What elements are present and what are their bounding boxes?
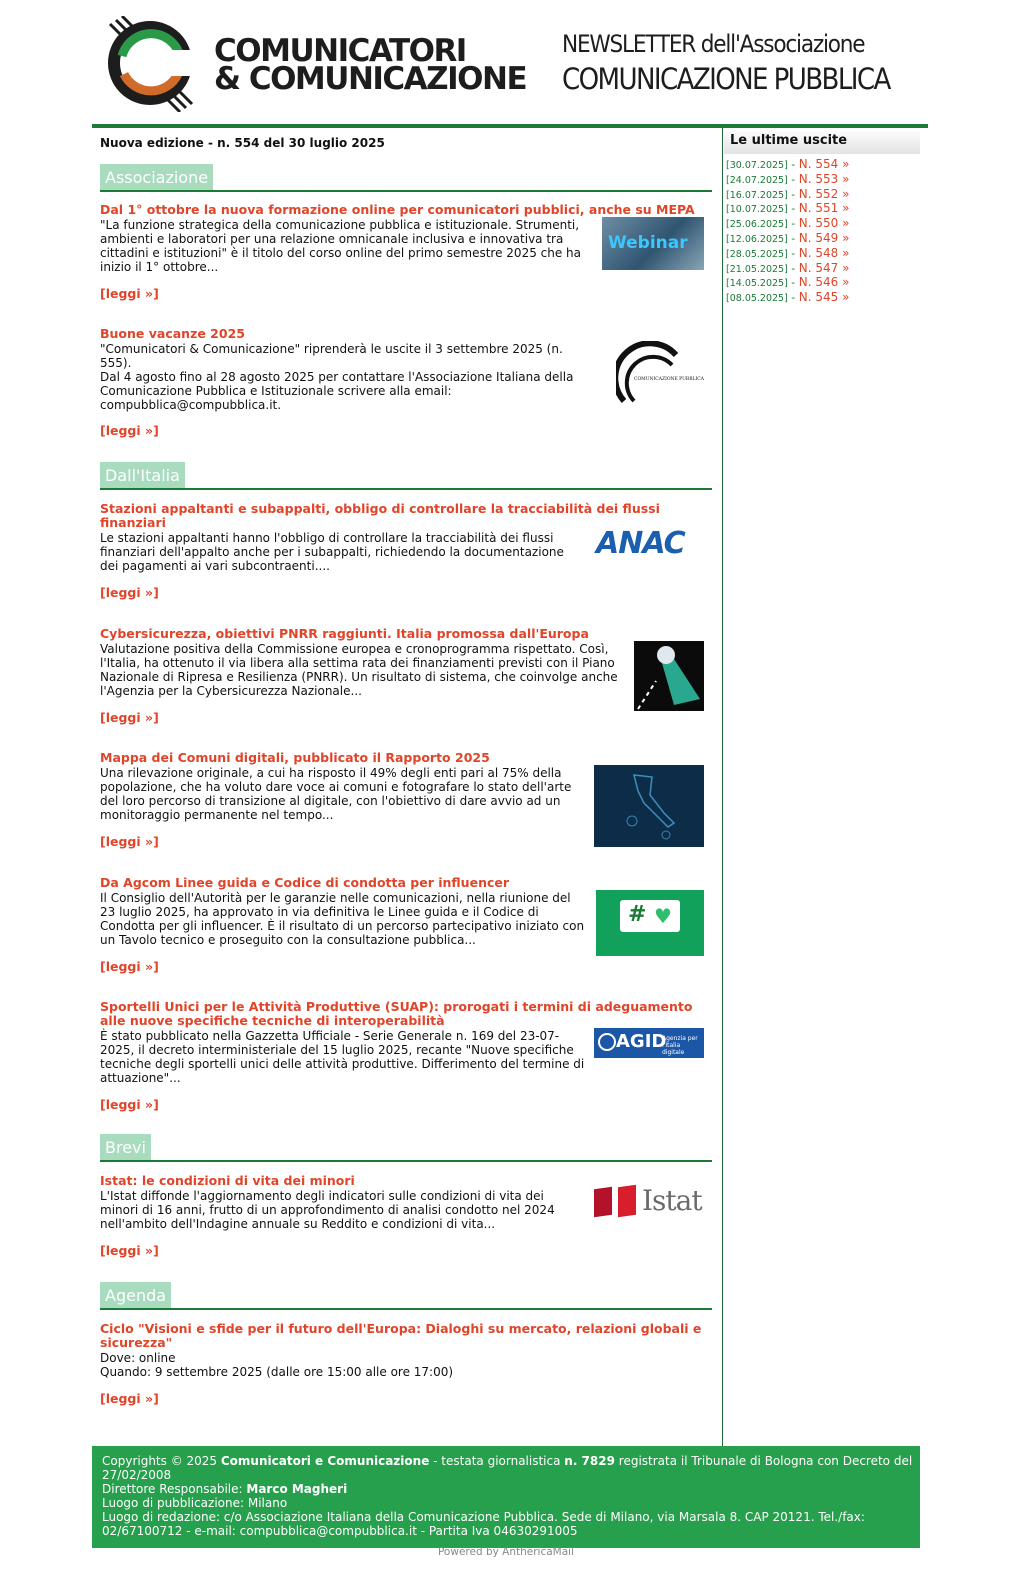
issue-item[interactable] bbox=[726, 158, 920, 173]
compubblica-logo-icon bbox=[616, 341, 704, 407]
director-label: Direttore Responsabile: bbox=[102, 1482, 247, 1496]
footer-copyright bbox=[102, 1454, 920, 1482]
footer-publication-place: Luogo di pubblicazione: Milano bbox=[102, 1496, 288, 1510]
main-column bbox=[92, 128, 723, 1446]
issue-date: [14.05.2025] bbox=[726, 278, 788, 290]
thumbnail-caption: Webinar bbox=[608, 233, 688, 253]
read-more-link[interactable]: [leggi »] bbox=[100, 834, 159, 849]
article-title[interactable]: Sportelli Unici per le Attività Produttive (SUAP): prorogati i termini di adeguamento alle nuove specifiche tecniche di interoperabilità bbox=[100, 999, 693, 1028]
issue-date: [10.07.2025] bbox=[726, 204, 788, 216]
footer-director bbox=[102, 1482, 920, 1496]
brand-name-line2: & COMUNICAZIONE bbox=[214, 61, 527, 97]
issue-item[interactable] bbox=[726, 247, 920, 262]
issue-date: [21.05.2025] bbox=[726, 263, 788, 275]
issue-date: [24.07.2025] bbox=[726, 174, 788, 186]
issue-link[interactable]: N. 548 » bbox=[798, 245, 850, 260]
read-more-link[interactable]: [leggi »] bbox=[100, 286, 159, 301]
issue-date: [16.07.2025] bbox=[726, 189, 788, 201]
istat-mark-right bbox=[618, 1185, 636, 1218]
article-formazione bbox=[100, 203, 712, 303]
article-title[interactable]: Istat: le condizioni di vita dei minori bbox=[100, 1173, 355, 1188]
article-comuni-digitali bbox=[100, 751, 712, 851]
article-thumbnail[interactable] bbox=[596, 526, 704, 560]
section-title: Brevi bbox=[100, 1134, 151, 1162]
director-name: Marco Magheri bbox=[246, 1482, 348, 1496]
article-body: L'Istat diffonde l'aggiornamento degli indicatori sulle condizioni di vita dei minori di 16 anni, frutto di un approfondimento di analisi condotto nel 2024 nell'ambito dell'Indagine annuale su Reddito e condizioni di vita... bbox=[100, 1189, 555, 1231]
article-body: Dove: online Quando: 9 settembre 2025 (dalle ore 15:00 alle ore 17:00) bbox=[100, 1351, 454, 1379]
article-title[interactable]: Mappa dei Comuni digitali, pubblicato il Rapporto 2025 bbox=[100, 750, 490, 765]
thumbnail-caption: COMUNICAZIONE PUBBLICA bbox=[634, 377, 705, 382]
article-thumbnail[interactable] bbox=[616, 341, 704, 407]
read-more-link[interactable]: [leggi »] bbox=[100, 585, 159, 600]
issue-separator: - bbox=[787, 217, 799, 231]
heart-icon: ♥ bbox=[654, 904, 672, 928]
copyright-middle: - testata giornalistica bbox=[429, 1454, 565, 1468]
sidebar-title: Le ultime uscite bbox=[724, 128, 920, 154]
issue-separator: - bbox=[787, 172, 799, 186]
article-stazioni-appaltanti bbox=[100, 502, 712, 602]
article-thumbnail[interactable] bbox=[594, 765, 704, 847]
issue-separator: - bbox=[787, 231, 799, 245]
publication-name: Comunicatori e Comunicazione bbox=[220, 1454, 430, 1468]
article-title[interactable]: Stazioni appaltanti e subappalti, obbligo di controllare la tracciabilità dei flussi finanziari bbox=[100, 501, 660, 530]
article-body: "Comunicatori & Comunicazione" riprenderà le uscite il 3 settembre 2025 (n. 555). Dal 4 agosto fino al 28 agosto 2025 per contattare l'Associazione Italiana della Comunicazione Pubblica e Istituzionale scrivere alla email: compubblica@compubblica.it. bbox=[100, 342, 574, 412]
issue-list bbox=[724, 158, 920, 306]
article-suap bbox=[100, 999, 712, 1112]
read-more-link[interactable]: [leggi »] bbox=[100, 1391, 159, 1406]
article-title[interactable]: Da Agcom Linee guida e Codice di condotta per influencer bbox=[100, 875, 510, 890]
agid-seal-icon bbox=[598, 1033, 616, 1051]
istat-logo-text: Istat bbox=[642, 1184, 702, 1217]
section-header-agenda bbox=[100, 1282, 712, 1310]
newsletter-header bbox=[92, 0, 1020, 124]
agid-logo-text: AGID bbox=[616, 1031, 667, 1052]
section-divider bbox=[100, 1308, 712, 1310]
article-thumbnail[interactable] bbox=[602, 217, 704, 270]
read-more-link[interactable]: [leggi »] bbox=[100, 423, 159, 438]
issue-date: [30.07.2025] bbox=[726, 160, 788, 171]
issue-link[interactable]: N. 550 » bbox=[798, 216, 850, 231]
issue-date: [25.06.2025] bbox=[726, 219, 788, 231]
issue-link[interactable]: N. 546 » bbox=[798, 275, 850, 290]
read-more-link[interactable]: [leggi »] bbox=[100, 1243, 159, 1258]
issue-separator: - bbox=[787, 187, 799, 201]
section-title: Associazione bbox=[100, 164, 213, 192]
read-more-link[interactable]: [leggi »] bbox=[100, 959, 159, 974]
powered-by[interactable]: Powered by AnthericaMail bbox=[437, 1546, 575, 1558]
anac-logo-text: ANAC bbox=[596, 526, 685, 561]
article-agcom-influencer bbox=[100, 876, 712, 976]
issue-link[interactable]: N. 547 » bbox=[798, 260, 850, 275]
article-body: Una rilevazione originale, a cui ha risposto il 49% degli enti pari al 75% della popolazione, che ha voluto dare voce ai comuni e fotografare lo stato dell'arte del loro percorso di transizione al digitale, con l'obiettivo di dare avvio ad un monitoraggio permanente nel tempo... bbox=[100, 766, 572, 822]
brand-name-line1: COMUNICATORI bbox=[214, 33, 466, 69]
article-thumbnail[interactable] bbox=[594, 1028, 704, 1058]
issue-item[interactable] bbox=[726, 232, 920, 247]
article-title[interactable]: Ciclo "Visioni e sfide per il futuro dell'Europa: Dialoghi su mercato, relazioni globali e sicurezza" bbox=[100, 1321, 702, 1350]
issue-separator: - bbox=[787, 202, 799, 216]
issue-link[interactable]: N. 552 » bbox=[798, 186, 850, 201]
issue-link[interactable]: N. 549 » bbox=[798, 230, 850, 245]
section-header-italia bbox=[100, 462, 712, 490]
issue-item[interactable] bbox=[726, 276, 920, 291]
issue-link[interactable]: N. 553 » bbox=[798, 171, 850, 186]
registration-number: n. 7829 bbox=[564, 1454, 615, 1468]
association-name: COMUNICAZIONE PUBBLICA bbox=[562, 62, 890, 96]
article-agenda-europa bbox=[100, 1322, 712, 1422]
association-logo-icon bbox=[106, 16, 198, 112]
hashtag-icon: # bbox=[628, 902, 647, 927]
edition-title: Nuova edizione - n. 554 del 30 luglio 2025 bbox=[100, 136, 385, 150]
article-body: Le stazioni appaltanti hanno l'obbligo di controllare la tracciabilità dei flussi finanziari dell'appalto anche per i subappalti, richiedendo la documentazione dei pagamenti ai vari subcontraenti.... bbox=[100, 531, 564, 573]
copyright-suffix: registrata il Tribunale di Bologna con Decreto del 27/02/2008 bbox=[102, 1454, 913, 1482]
section-header-brevi bbox=[100, 1134, 712, 1162]
issue-link[interactable]: N. 554 » bbox=[798, 157, 850, 171]
article-cybersicurezza bbox=[100, 627, 712, 727]
issue-date: [28.05.2025] bbox=[726, 248, 788, 260]
read-more-link[interactable]: [leggi »] bbox=[100, 710, 159, 725]
section-divider bbox=[100, 1160, 712, 1162]
footer-office: Luogo di redazione: c/o Associazione Italiana della Comunicazione Pubblica. Sede di Milano, via Marsala 8. CAP 20121. Tel./fax: 02/67100712 - e-mail: compubblica@compubblica.it - Partita Iva 04630291005 bbox=[102, 1510, 865, 1538]
issue-date: [08.05.2025] bbox=[726, 293, 788, 305]
issue-date: [12.06.2025] bbox=[726, 233, 788, 245]
read-more-link[interactable]: [leggi »] bbox=[100, 1097, 159, 1112]
copyright-prefix: Copyrights © 2025 bbox=[102, 1454, 221, 1468]
article-body: Il Consiglio dell'Autorità per le garanzie nelle comunicazioni, nella riunione del 23 luglio 2025, ha approvato in via definitiva le Linee guida e il Codice di Condotta per gli influencer. È il risultato di un percorso partecipativo iniziato con un Tavolo tecnico e proseguito con la consultazione pubblica... bbox=[100, 891, 585, 947]
issue-item[interactable] bbox=[726, 262, 920, 277]
article-thumbnail[interactable] bbox=[596, 890, 704, 956]
issue-item[interactable] bbox=[726, 188, 920, 203]
article-title[interactable]: Buone vacanze 2025 bbox=[100, 326, 245, 341]
article-body: È stato pubblicato nella Gazzetta Ufficiale - Serie Generale n. 169 del 23-07-2025, il decreto interministeriale del 15 luglio 2025, recante "Nuove specifiche tecniche degli sportelli unici delle attività produttive. Differimento del termine di attuazione"... bbox=[100, 1029, 585, 1085]
newsletter-page bbox=[92, 0, 1020, 1588]
article-body: Valutazione positiva della Commissione europea e cronoprogramma rispettato. Così, l'Italia, ha ottenuto il via libera alla settima rata dei finanziamenti previsti con il Piano Nazionale di Ripresa e Resilienza (PNRR). Un risultato di sistema, che coinvolge anche l'Agenzia per la Cybersicurezza Nazionale... bbox=[100, 642, 618, 698]
issue-link[interactable]: N. 545 » bbox=[798, 290, 850, 305]
section-title: Dall'Italia bbox=[100, 462, 185, 490]
article-istat-minori bbox=[100, 1174, 712, 1274]
istat-mark-left bbox=[594, 1187, 612, 1218]
sidebar-latest-issues bbox=[724, 128, 920, 306]
issue-separator: - bbox=[787, 261, 799, 275]
issue-separator: - bbox=[787, 276, 799, 290]
issue-separator: - bbox=[787, 158, 799, 171]
article-buone-vacanze bbox=[100, 327, 712, 445]
issue-item[interactable] bbox=[726, 202, 920, 217]
issue-item[interactable] bbox=[726, 217, 920, 232]
newsletter-label: NEWSLETTER dell'Associazione bbox=[562, 30, 865, 58]
issue-separator: - bbox=[787, 246, 799, 260]
section-divider bbox=[100, 488, 712, 490]
article-title[interactable]: Cybersicurezza, obiettivi PNRR raggiunti. Italia promossa dall'Europa bbox=[100, 626, 589, 641]
article-title[interactable]: Dal 1° ottobre la nuova formazione online per comunicatori pubblici, anche su MEPA bbox=[100, 202, 695, 217]
agid-subtitle: Agenzia per l'Italia digitale bbox=[662, 1035, 698, 1056]
footer bbox=[92, 1446, 920, 1548]
article-body: "La funzione strategica della comunicazione pubblica e istituzionale. Strumenti, ambienti e laboratori per una relazione omnicanale inclusiva e innovativa tra cittadini e istituzioni" è il titolo del corso online del primo semestre 2025 che ha inizio il 1° ottobre... bbox=[100, 218, 582, 274]
section-divider bbox=[100, 190, 712, 192]
article-thumbnail[interactable] bbox=[634, 641, 704, 711]
issue-link[interactable]: N. 551 » bbox=[798, 201, 850, 216]
section-header-associazione bbox=[100, 164, 712, 192]
section-title: Agenda bbox=[100, 1282, 171, 1310]
issue-item[interactable] bbox=[726, 291, 920, 306]
article-thumbnail[interactable] bbox=[594, 1184, 704, 1218]
issue-item[interactable] bbox=[726, 173, 920, 188]
issue-separator: - bbox=[787, 291, 799, 305]
